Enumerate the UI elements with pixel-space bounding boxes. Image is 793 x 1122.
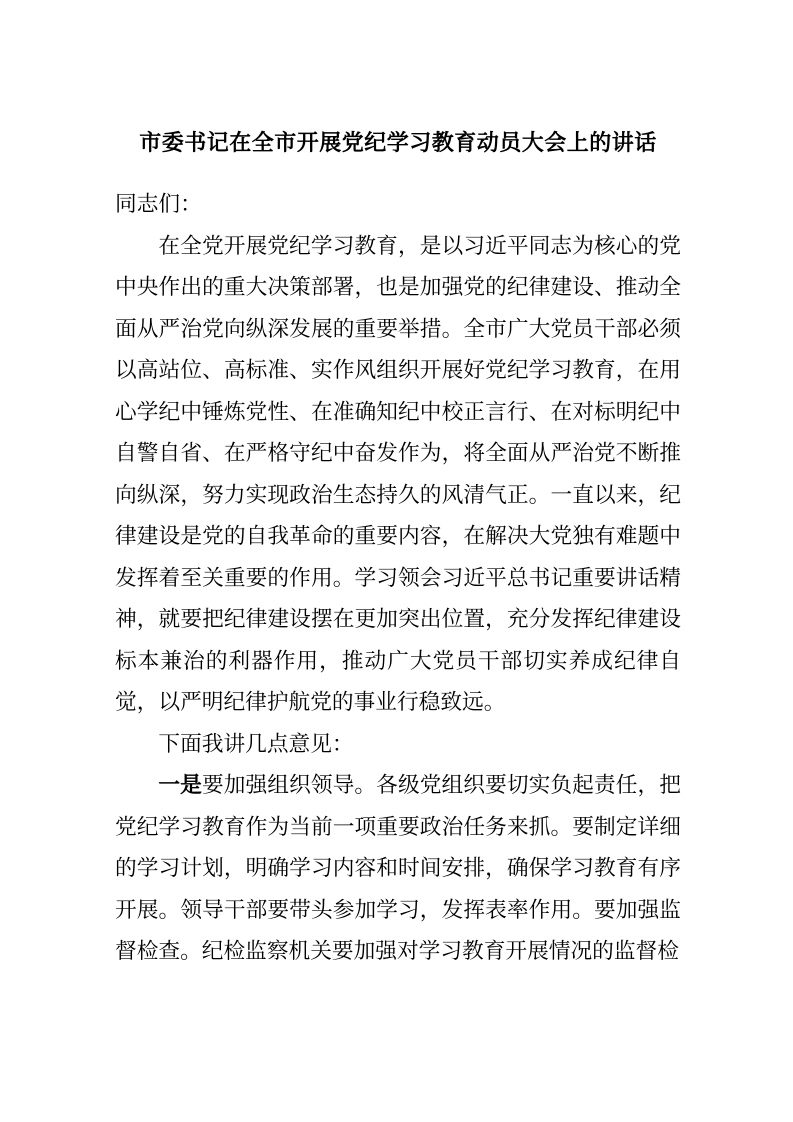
paragraph-transition: 下面我讲几点意见： xyxy=(158,731,354,756)
salutation: 同志们： xyxy=(115,192,202,216)
point-one-text: 要加强组织领导。各级党组织要切实负起责任，把党纪学习教育作为当前一项重要政治任务来抓。要制定详细的学习计划，明确学习内容和时间安排，确保学习教育有序开展。领导干部要带头参加学习，发挥表率作用。要加强监督检查。纪检监察机关要加强对学习教育开展情况的监督检 xyxy=(115,773,681,963)
point-one-lead: 一是 xyxy=(158,773,202,797)
paragraph-point-one xyxy=(115,765,681,973)
document-title: 市委书记在全市开展党纪学习教育动员大会上的讲话 xyxy=(139,130,657,155)
document-body xyxy=(115,184,681,973)
paragraph-intro: 在全党开展党纪学习教育，是以习近平同志为核心的党中央作出的重大决策部署，也是加强党的纪律建设、推动全面从严治党向纵深发展的重要举措。全市广大党员干部必须以高站位、高标准、实作风组织开展好党纪学习教育，在用心学纪中锤炼党性、在准确知纪中校正言行、在对标明纪中自警自省、在严格守纪中奋发作为，将全面从严治党不断推向纵深，努力实现政治生态持久的风清气正。一直以来，纪律建设是党的自我革命的重要内容，在解决大党独有难题中发挥着至关重要的作用。学习领会习近平总书记重要讲话精神，就要把纪律建设摆在更加突出位置，充分发挥纪律建设标本兼治的利器作用，推动广大党员干部切实养成纪律自觉，以严明纪律护航党的事业行稳致远。 xyxy=(115,233,681,714)
